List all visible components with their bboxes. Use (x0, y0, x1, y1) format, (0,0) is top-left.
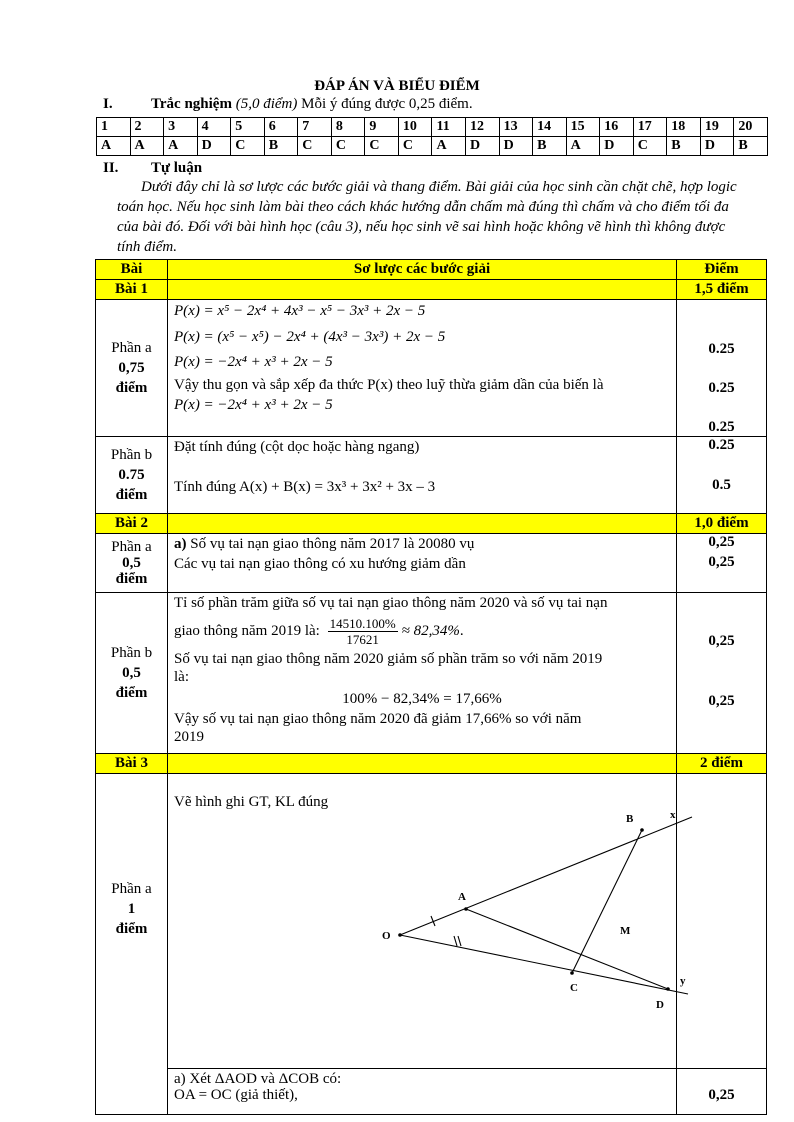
step-line: Tỉ số phần trăm giữa số vụ tai nạn giao thông năm 2020 và số vụ tai nạn (174, 595, 608, 611)
bai2-points: 1,0 điểm (677, 514, 767, 534)
answer-cell: A (566, 137, 600, 156)
answer-cell: D (499, 137, 533, 156)
question-number-cell: 9 (365, 118, 399, 137)
step-line: Đặt tính đúng (cột dọc hoặc hàng ngang) (174, 439, 420, 455)
section-1-points: (5,0 điểm) (235, 96, 298, 112)
answer-cell: B (667, 137, 701, 156)
bai3-proof-score (677, 1068, 767, 1114)
segment-ad (466, 909, 668, 989)
answer-cell: B (533, 137, 567, 156)
question-number-cell: 19 (700, 118, 734, 137)
question-number-cell: 4 (197, 118, 231, 137)
label-m: M (620, 925, 631, 937)
question-number-cell: 15 (566, 118, 600, 137)
question-number-cell: 14 (533, 118, 567, 137)
answer-row (97, 137, 768, 156)
question-number-cell: 2 (130, 118, 164, 137)
label-y: y (680, 975, 686, 987)
header-steps: Sơ lược các bước giải (168, 260, 677, 280)
question-number-cell: 12 (466, 118, 500, 137)
bai2-part-a-steps (168, 534, 677, 593)
bai2-part-b-scores (677, 593, 767, 754)
answer-cell: A (97, 137, 131, 156)
header-bai: Bài (96, 260, 168, 280)
bai1-part-a-label: Phần a 0,75 điểm (96, 300, 168, 437)
question-number-cell: 17 (633, 118, 667, 137)
answer-key-table (96, 117, 768, 156)
score: 0,25 (708, 693, 735, 709)
label-d: D (656, 999, 664, 1011)
instructions-text: Dưới đây chỉ là sơ lược các bước giải và thang điểm. Bài giải của học sinh cần chặt chẽ, hợp logic toán học. Nếu học sinh làm bài theo cách khác hướng dẫn chấm mà đúng thì chấm và cho điểm tối đa của bài đó. Đối với bài hình học (câu 3), nếu học sinh vẽ sai hình hoặc không vẽ hình thì không được tính điểm. (117, 179, 737, 255)
ray-oy (400, 935, 688, 994)
bai1-part-b-row (96, 437, 767, 514)
section-2-heading (103, 160, 202, 177)
answer-cell: B (264, 137, 298, 156)
score: 0.25 (708, 341, 735, 357)
tick-oc-2 (458, 936, 461, 946)
score: 0,25 (708, 554, 735, 570)
bai3-label: Bài 3 (96, 754, 168, 774)
step-line: 100% − 82,34% = 17,66% (342, 691, 502, 707)
bai1-label: Bài 1 (96, 280, 168, 300)
score: 0.5 (712, 477, 731, 493)
point-o (398, 933, 402, 937)
score: 0,25 (708, 534, 735, 550)
point-b (640, 828, 644, 832)
section-2-number: II. (103, 160, 119, 176)
table-header-row (96, 260, 767, 280)
bai3-points: 2 điểm (677, 754, 767, 774)
bai1-part-b-label: Phần b 0.75 điểm (96, 437, 168, 514)
section-1-number: I. (103, 96, 113, 112)
grading-instructions (117, 177, 747, 257)
section-2-title: Tự luận (151, 160, 203, 176)
answer-cell: D (466, 137, 500, 156)
label-c: C (570, 982, 578, 994)
step-line: OA = OC (giả thiết), (174, 1086, 298, 1103)
bai3-figure-cell (168, 774, 686, 1069)
question-number-cell: 7 (298, 118, 332, 137)
step-line: Vậy số vụ tai nạn giao thông năm 2020 đã giảm 17,66% so với năm (174, 711, 582, 727)
step-line: P(x) = x⁵ − 2x⁴ + 4x³ − x⁵ − 3x³ + 2x − 5 (174, 303, 426, 319)
label-b: B (626, 813, 634, 825)
bai2-row (96, 514, 767, 534)
answer-cell: D (600, 137, 634, 156)
step-line: P(x) = (x⁵ − x⁵) − 2x⁴ + (4x³ − 3x³) + 2x − 5 (174, 329, 446, 345)
score: 0,25 (708, 1086, 735, 1103)
label-a: A (458, 891, 466, 903)
step-line: Vậy thu gọn và sắp xếp đa thức P(x) theo luỹ thừa giảm dần của biến là (174, 377, 604, 393)
bai2-part-a-row (96, 534, 767, 593)
question-number-cell: 20 (734, 118, 768, 137)
question-number-cell: 10 (398, 118, 432, 137)
bai2-label: Bài 2 (96, 514, 168, 534)
section-1-title: Trắc nghiệm (151, 96, 232, 112)
question-number-cell: 16 (600, 118, 634, 137)
answer-cell: C (298, 137, 332, 156)
answer-cell: A (130, 137, 164, 156)
bai1-row (96, 280, 767, 300)
bai1-part-a-steps (168, 300, 677, 437)
step-line: P(x) = −2x⁴ + x³ + 2x − 5 (174, 397, 333, 413)
question-number-cell: 8 (331, 118, 365, 137)
answer-cell: D (700, 137, 734, 156)
question-number-cell: 13 (499, 118, 533, 137)
point-c (570, 971, 574, 975)
score: 0,25 (708, 633, 735, 649)
point-d (666, 987, 670, 991)
bai3-row (96, 754, 767, 774)
bai3-part-a-label: Phần a 1 điểm (96, 774, 168, 1115)
answer-cell: C (398, 137, 432, 156)
bai2-part-b-label: Phần b 0,5 điểm (96, 593, 168, 754)
bai3-proof-row (96, 1068, 767, 1114)
bai2-part-a-scores (677, 534, 767, 593)
section-1-note: Mỗi ý đúng được 0,25 điểm. (301, 96, 473, 112)
step-line: Các vụ tai nạn giao thông có xu hướng giảm dần (174, 556, 466, 572)
question-number-cell: 5 (231, 118, 265, 137)
step-line: Số vụ tai nạn giao thông năm 2020 giảm số phần trăm so với năm 2019 (174, 651, 603, 667)
bai1-part-a-row (96, 300, 767, 437)
grading-table (95, 259, 767, 1115)
answer-cell: B (734, 137, 768, 156)
answer-cell: C (365, 137, 399, 156)
section-1-heading (103, 96, 473, 113)
bai2-part-b-row (96, 593, 767, 754)
question-number-row (97, 118, 768, 137)
score: 0.25 (708, 437, 735, 453)
bai3-part-a-row (96, 774, 767, 1069)
bai1-part-b-steps (168, 437, 677, 514)
fraction: $\frac{14510.100\%}{17621}$ (329, 616, 396, 648)
step-line: Tính đúng A(x) + B(x) = 3x³ + 3x² + 3x – 3 (174, 479, 436, 495)
header-points: Điểm (677, 260, 767, 280)
question-number-cell: 11 (432, 118, 466, 137)
answer-cell: A (164, 137, 198, 156)
step-line: 2019 (174, 729, 204, 745)
label-x: x (670, 809, 676, 821)
bai3-proof-steps (168, 1068, 677, 1114)
bai2-part-b-steps (168, 593, 677, 754)
bai1-points: 1,5 điểm (677, 280, 767, 300)
label-o: O (382, 930, 391, 942)
ray-ox (400, 817, 692, 935)
step-line: là: (174, 669, 189, 685)
question-number-cell: 1 (97, 118, 131, 137)
score: 0.25 (708, 380, 735, 396)
step-line: P(x) = −2x⁴ + x³ + 2x − 5 (174, 354, 333, 370)
question-number-cell: 18 (667, 118, 701, 137)
step-line: a) Số vụ tai nạn giao thông năm 2017 là 20080 vụ (174, 536, 475, 552)
answer-cell: C (633, 137, 667, 156)
answer-cell: C (231, 137, 265, 156)
page-title: ĐÁP ÁN VÀ BIỂU ĐIỂM (314, 78, 480, 94)
question-number-cell: 6 (264, 118, 298, 137)
point-a (464, 907, 468, 911)
geometry-figure (382, 796, 686, 1011)
answer-cell: A (432, 137, 466, 156)
ratio-line: giao thông năm 2019 là: $\frac{14510.100\%}{17621}$ ≈ 82,34%. (174, 616, 464, 648)
tick-oc (454, 936, 457, 946)
draw-instruction: Vẽ hình ghi GT, KL đúng (174, 794, 329, 810)
answer-cell: C (331, 137, 365, 156)
bai1-part-b-scores (677, 437, 767, 514)
bai1-part-a-scores (677, 300, 767, 437)
answer-cell: D (197, 137, 231, 156)
bai2-part-a-label: Phần a 0,5 điểm (96, 534, 168, 593)
question-number-cell: 3 (164, 118, 198, 137)
score: 0.25 (708, 419, 735, 435)
step-line: a) Xét ΔAOD và ΔCOB có: (174, 1070, 342, 1087)
